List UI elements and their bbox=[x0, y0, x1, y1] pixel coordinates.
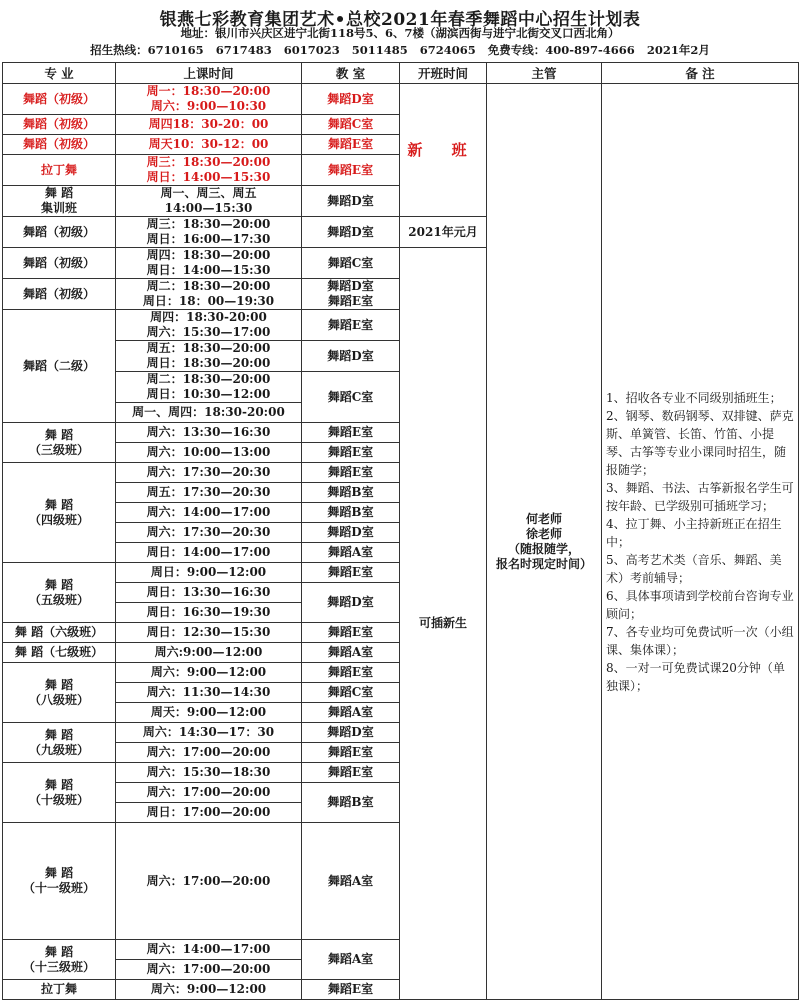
time-cell: 周三：18:30—20:00 周日：16:00—17:30 bbox=[116, 217, 302, 248]
room-cell: 舞蹈E室 bbox=[302, 463, 400, 483]
phone: 5011485 bbox=[351, 43, 408, 57]
room-cell: 舞蹈E室 bbox=[302, 623, 400, 643]
subject-cell: 拉丁舞 bbox=[3, 980, 116, 1000]
time-cell: 周二：18:30—20:00 周日：18：00—19:30 bbox=[116, 279, 302, 310]
subject-cell: 舞 蹈 （三级班） bbox=[3, 423, 116, 463]
col-start: 开班时间 bbox=[400, 63, 487, 84]
room-cell: 舞蹈C室 bbox=[302, 115, 400, 135]
subject-cell: 舞蹈（二级） bbox=[3, 310, 116, 423]
subject-cell: 舞蹈（初级） bbox=[3, 217, 116, 248]
time-cell: 周日：9:00—12:00 bbox=[116, 563, 302, 583]
time-cell: 周六：14:00—17:00 bbox=[116, 940, 302, 960]
room-cell: 舞蹈A室 bbox=[302, 823, 400, 940]
subject-cell: 舞 蹈 （五级班） bbox=[3, 563, 116, 623]
note-item: 7、各专业均可免费试听一次（小组课、集体课）； bbox=[606, 624, 794, 657]
time-cell: 周日：12:30—15:30 bbox=[116, 623, 302, 643]
room-cell: 舞蹈D室 舞蹈E室 bbox=[302, 279, 400, 310]
time-cell: 周六：15:30—18:30 bbox=[116, 763, 302, 783]
time-cell: 周六：14:30—17：30 bbox=[116, 723, 302, 743]
room-cell: 舞蹈E室 bbox=[302, 155, 400, 186]
time-cell: 周天：9:00—12:00 bbox=[116, 703, 302, 723]
room-cell: 舞蹈D室 bbox=[302, 723, 400, 743]
time-cell: 周六：17:00—20:00 bbox=[116, 823, 302, 940]
room-cell: 舞蹈D室 bbox=[302, 84, 400, 115]
room-cell: 舞蹈C室 bbox=[302, 683, 400, 703]
phone: 6724065 bbox=[419, 43, 476, 57]
subject-cell: 舞蹈（初级） bbox=[3, 248, 116, 279]
subject-cell: 舞 蹈 集训班 bbox=[3, 186, 116, 217]
time-cell: 周五：17:30—20:30 bbox=[116, 483, 302, 503]
room-cell: 舞蹈E室 bbox=[302, 135, 400, 155]
start-cell: 2021年元月 bbox=[400, 217, 487, 248]
table-header-row bbox=[3, 63, 799, 84]
room-cell: 舞蹈E室 bbox=[302, 443, 400, 463]
time-cell: 周六：17:30—20:30 bbox=[116, 463, 302, 483]
phone: 6017023 bbox=[283, 43, 340, 57]
room-cell: 舞蹈B室 bbox=[302, 503, 400, 523]
room-cell: 舞蹈A室 bbox=[302, 643, 400, 663]
time-cell: 周六：17:30—20:30 bbox=[116, 523, 302, 543]
room-cell: 舞蹈D室 bbox=[302, 523, 400, 543]
room-cell: 舞蹈D室 bbox=[302, 217, 400, 248]
page-header bbox=[0, 0, 800, 58]
time-cell: 周天10：30-12：00 bbox=[116, 135, 302, 155]
time-cell: 周六：9:00—12:00 bbox=[116, 663, 302, 683]
note-item: 4、拉丁舞、小主持新班正在招生中； bbox=[606, 516, 782, 549]
room-cell: 舞蹈C室 bbox=[302, 372, 400, 423]
subject-cell: 舞 蹈 （四级班） bbox=[3, 463, 116, 563]
time-cell: 周六：14:00—17:00 bbox=[116, 503, 302, 523]
room-cell: 舞蹈A室 bbox=[302, 703, 400, 723]
open-enrollment-cell: 可插新生 bbox=[400, 248, 487, 1000]
col-manager: 主管 bbox=[487, 63, 602, 84]
phone-label: 招生热线：6710165 bbox=[90, 43, 204, 57]
room-cell: 舞蹈E室 bbox=[302, 663, 400, 683]
time-cell: 周一、周三、周五 14:00—15:30 bbox=[116, 186, 302, 217]
col-room: 教 室 bbox=[302, 63, 400, 84]
room-cell: 舞蹈E室 bbox=[302, 310, 400, 341]
schedule-table bbox=[2, 62, 799, 1000]
manager-cell: 何老师 徐老师 （随报随学， 报名时现定时间） bbox=[487, 84, 602, 1000]
time-cell: 周三：18:30—20:00 周日：14:00—15:30 bbox=[116, 155, 302, 186]
room-cell: 舞蹈C室 bbox=[302, 248, 400, 279]
time-cell: 周日：13:30—16:30 bbox=[116, 583, 302, 603]
room-cell: 舞蹈A室 bbox=[302, 940, 400, 980]
room-cell: 舞蹈E室 bbox=[302, 763, 400, 783]
subject-cell: 舞 蹈 （十一级班） bbox=[3, 823, 116, 940]
notes-cell bbox=[602, 84, 799, 1000]
note-item: 1、招收各专业不同级别插班生； bbox=[606, 390, 782, 405]
note-item: 2、钢琴、数码钢琴、双排键、萨克斯、单簧管、长笛、竹笛、小提琴、古筝等专业小课同时招生，随报随学； bbox=[606, 408, 794, 477]
time-cell: 周日：14:00—17:00 bbox=[116, 543, 302, 563]
note-item: 8、一对一可免费试课20分钟（单独课）； bbox=[606, 660, 785, 693]
time-cell: 周四：18:30—20:00 周日：14:00—15:30 bbox=[116, 248, 302, 279]
table-row bbox=[3, 84, 799, 115]
time-cell: 周六：10:00—13:00 bbox=[116, 443, 302, 463]
time-cell: 周日：17:00—20:00 bbox=[116, 803, 302, 823]
note-item: 3、舞蹈、书法、古筝新报名学生可按年龄、已学级别可插班学习； bbox=[606, 480, 794, 513]
subject-cell: 舞蹈（初级） bbox=[3, 115, 116, 135]
phone: 6717483 bbox=[215, 43, 272, 57]
subject-cell: 舞 蹈（七级班） bbox=[3, 643, 116, 663]
note-item: 5、高考艺术类（音乐、舞蹈、美术）考前辅导； bbox=[606, 552, 782, 585]
time-cell: 周四：18:30-20:00 周六：15:30—17:00 bbox=[116, 310, 302, 341]
time-cell: 周日：16:30—19:30 bbox=[116, 603, 302, 623]
date: 2021年2月 bbox=[646, 43, 710, 57]
room-cell: 舞蹈D室 bbox=[302, 186, 400, 217]
subject-cell: 舞蹈（初级） bbox=[3, 135, 116, 155]
room-cell: 舞蹈E室 bbox=[302, 563, 400, 583]
subject-cell: 舞 蹈（六级班） bbox=[3, 623, 116, 643]
time-cell: 周二：18:30—20:00 周日：10:30—12:00 bbox=[116, 372, 302, 403]
note-item: 6、具体事项请到学校前台咨询专业顾问； bbox=[606, 588, 794, 621]
room-cell: 舞蹈E室 bbox=[302, 980, 400, 1000]
phone-line bbox=[0, 42, 800, 58]
room-cell: 舞蹈D室 bbox=[302, 583, 400, 623]
subject-cell: 舞 蹈 （十三级班） bbox=[3, 940, 116, 980]
address: 地址：银川市兴庆区进宁北街118号5、6、7楼（湖滨西街与进宁北街交叉口西北角） bbox=[180, 26, 620, 40]
room-cell: 舞蹈B室 bbox=[302, 783, 400, 823]
free-line: 免费专线：400-897-4666 bbox=[487, 43, 635, 57]
time-cell: 周六：11:30—14:30 bbox=[116, 683, 302, 703]
subject-cell: 拉丁舞 bbox=[3, 155, 116, 186]
subject-cell: 舞蹈（初级） bbox=[3, 84, 116, 115]
subject-cell: 舞 蹈 （八级班） bbox=[3, 663, 116, 723]
room-cell: 舞蹈E室 bbox=[302, 423, 400, 443]
time-cell: 周六：13:30—16:30 bbox=[116, 423, 302, 443]
time-cell: 周六：9:00—12:00 bbox=[116, 980, 302, 1000]
time-cell: 周五：18:30—20:00 周日：18:30—20:00 bbox=[116, 341, 302, 372]
room-cell: 舞蹈B室 bbox=[302, 483, 400, 503]
time-cell: 周一：18:30—20:00 周六：9:00—10:30 bbox=[116, 84, 302, 115]
col-notes: 备 注 bbox=[602, 63, 799, 84]
room-cell: 舞蹈A室 bbox=[302, 543, 400, 563]
page-title: 银燕七彩教育集团艺术•总校2021年春季舞蹈中心招生计划表 bbox=[159, 10, 641, 30]
col-time: 上课时间 bbox=[116, 63, 302, 84]
new-class-cell: 新 班 bbox=[400, 84, 487, 217]
subject-cell: 舞蹈（初级） bbox=[3, 279, 116, 310]
room-cell: 舞蹈E室 bbox=[302, 743, 400, 763]
time-cell: 周一、周四：18:30-20:00 bbox=[116, 403, 302, 423]
time-cell: 周六：17:00—20:00 bbox=[116, 960, 302, 980]
time-cell: 周六:9:00—12:00 bbox=[116, 643, 302, 663]
subject-cell: 舞 蹈 （十级班） bbox=[3, 763, 116, 823]
time-cell: 周六：17:00—20:00 bbox=[116, 783, 302, 803]
subject-cell: 舞 蹈 （九级班） bbox=[3, 723, 116, 763]
time-cell: 周六：17:00—20:00 bbox=[116, 743, 302, 763]
col-subject: 专 业 bbox=[3, 63, 116, 84]
time-cell: 周四18：30-20：00 bbox=[116, 115, 302, 135]
room-cell: 舞蹈D室 bbox=[302, 341, 400, 372]
